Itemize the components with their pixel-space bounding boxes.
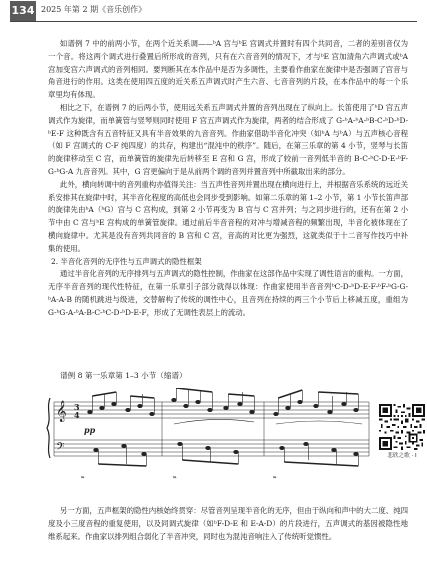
page-number: 134 bbox=[10, 1, 36, 21]
page-header bbox=[10, 0, 417, 22]
header-rule bbox=[10, 21, 417, 22]
paragraph: 如谱例 7 中的前两小节，在两个近关系调——ᵇA 宫与ᵇE 宫调式并置时有四个共同音，二者的差别音仅为一个音。将这两个调式进行叠置后所形成的音列，只有在六音音列的情况下，才与ᵇE 宫加清角六声调式或ᵇA 宫加变宫六声调式的音列相同。要判断其在本作品中是否为多调性，主要看作曲家在旋律中是否强调了宫音与角音进行的作用。这类在使用四五度的近关系五声调式时产生六音、七音音列的片段，在本作品中的每一个乐章里均有体现。 bbox=[48, 39, 408, 100]
journal-title: 2025 年第 2 期《音乐创作》 bbox=[41, 5, 147, 14]
music-example-caption: 谱例 8 第一乐章第 1–3 小节（缩谱） bbox=[60, 371, 187, 380]
music-score bbox=[44, 388, 374, 494]
time-signature-bottom: 4 bbox=[74, 410, 80, 420]
paragraph: 此外，横向转调中的音列重构亦值得关注：当五声性音列并置出现在横向进行上，并根据音乐系统的远近关系安排其在旋律中时，其半音化程度的高低也会同步受到影响。如第二乐章的第 1–2 小节，第 1 小节长笛声部的旋律先由ᵇA（ᵇG）宫与 C 宫构成，到第 2 小节再变为 B 宫与 C 宫并列；与之同步进行的，还有在第 2 小节中由 C 宫与ᵇE 宫构成的单簧管旋律。通过前后半音音程的对冲与增减音程的频繁出现，半音化被体现在了横向旋律中。尤其是没有音列共同音的 B 宫和 C 宫，音高的对比更为强烈，这就类似于十二音写作技巧中补集的使用。 bbox=[48, 179, 408, 253]
article-body-top bbox=[48, 38, 408, 320]
section-heading: 2. 半音化音列的无序性与五声调式的隐性框架 bbox=[50, 256, 202, 266]
qr-code-block[interactable] bbox=[377, 404, 427, 474]
time-signature-top: 3 bbox=[74, 402, 80, 412]
article-body-bottom bbox=[48, 505, 408, 543]
pedal-mark-icon: 𝆮 bbox=[80, 475, 84, 482]
qr-code-icon[interactable] bbox=[379, 404, 425, 450]
qr-caption: 悲欣之歌 · Ⅰ bbox=[387, 453, 417, 459]
measure-2-notes bbox=[172, 388, 255, 464]
pedal-mark-icon: 𝆮 bbox=[172, 475, 176, 482]
measure-1-notes bbox=[88, 392, 155, 466]
measure-3-notes bbox=[274, 390, 362, 466]
paragraph: 相比之下，在谱例 7 的后两小节，使用远关系五声调式并置的音列出现在了纵向上。长笛使用了ᵇD 宫五声调式作为旋律，而单簧管与竖琴则同时使用 F 宫五声调式作为旋律，两者的结合形成了 G-ᵇA-ᵇA-ᵇB-C-ᵇD-ᵇD-ᵇE-F 这种既含有五音特征又具有半音效果的九音音列。作曲家借助半音化冲突（如ᵇA 与ᵇA）与五声核心音程（如 F 宫调式的 C-F 纯四度）的共存，构建出“混沌中的秩序”。随后，在第三乐章的第 4 小节，竖琴与长笛的旋律移动至 C 宫，而单簧管的旋律先后转移至 E 宫和 G 宫，形成了较前一音列低半音的 B-C-ᵇC-D-E-ᵇF-G-ᵇG-A 九音音列。其中，G 宫更偏向于是从前两个调的音列并置音列中所截取出来的部分。 bbox=[48, 102, 408, 176]
paragraph: 另一方面，五声框架的隐性内核始终贯穿：尽管音列呈现半音化的无序，但由于纵向和声中的大二度、纯四度及小三度音程的重复使用，以及同调式旋律（如ᵇF-D-E 和 E-A-D）的片段进行，五声调式的基因被隐性地维系起来。作曲家以排列组合弱化了半音冲突，同时也为混沌音响注入了传统听觉惯性。 bbox=[48, 506, 408, 541]
treble-clef-icon: 𝄞 bbox=[56, 401, 67, 422]
staff-brace bbox=[47, 398, 50, 458]
pedal-mark-icon: 𝆮 bbox=[272, 475, 276, 482]
dynamic-marking: pp bbox=[84, 425, 96, 435]
paragraph: 通过半音化音列的无序排列与五声调式的隐性控制，作曲家在这部作品中实现了调性语言的重构。一方面，无序半音音列的现代性特征，在第一乐章引子部分就得以体现：作曲家使用半音音列ᵇC-D-ᵇD-E-F-ᵇF-ᵇG-G-ᵇA-A-B 的随机跳进与级进，交替解构了传统的调性中心，且音列在持续的两三个小节后上移减五度，重组为 G-ᵇG-A-ᵇA-B-C-ᵇC-D-ᵇD-E-F，形成了无调性表层上的流动。 bbox=[48, 269, 408, 317]
bass-clef-icon: 𝄢 bbox=[56, 441, 65, 456]
